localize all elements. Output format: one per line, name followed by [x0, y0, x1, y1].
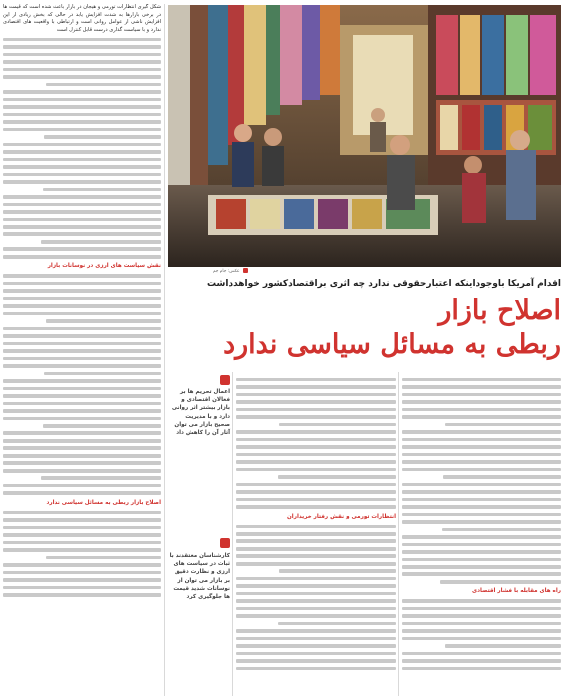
- text-line: [236, 393, 396, 397]
- right-text-block-2: [402, 599, 561, 670]
- text-line: [402, 483, 561, 487]
- pull-quote-upper: اعمال تحریم ها بر فعالان اقتصادی و بازار بیشتر اثر روانی دارد و با مدیریت صحیح بازار می توان آثار آن را کاهش داد: [171, 389, 230, 437]
- article-headline: [168, 294, 561, 362]
- photo-credit: عکس: جام جم: [212, 269, 240, 274]
- text-line: [402, 637, 561, 641]
- text-line: [236, 532, 396, 536]
- text-line: [236, 483, 396, 487]
- text-line: [402, 659, 561, 663]
- text-line: [236, 490, 396, 494]
- text-line: [44, 372, 161, 376]
- text-line: [402, 607, 561, 611]
- text-line: [3, 120, 161, 124]
- text-line: [3, 342, 161, 346]
- text-line: [3, 312, 161, 316]
- text-line: [236, 629, 396, 633]
- text-line: [3, 113, 161, 117]
- text-line: [3, 274, 161, 278]
- text-line: [43, 424, 162, 428]
- text-line: [3, 571, 161, 575]
- text-line: [236, 554, 396, 558]
- text-line: [236, 592, 396, 596]
- text-line: [236, 430, 396, 434]
- text-line: [3, 387, 161, 391]
- text-line: [402, 468, 561, 472]
- text-line: [3, 586, 161, 590]
- text-line: [3, 158, 161, 162]
- text-line: [3, 165, 161, 169]
- text-line: [3, 195, 161, 199]
- text-line: [3, 469, 161, 473]
- text-line: [46, 319, 161, 323]
- text-line: [3, 68, 161, 72]
- text-line: [3, 304, 161, 308]
- text-line: [3, 282, 161, 286]
- text-line: [3, 225, 161, 229]
- text-line: [236, 438, 396, 442]
- left-intro-paragraph: شکل گیری انتظارات تورمی و هیجان در بازار باعث شده است که قیمت ها در برخی بازارها به شدت افزایش یابد در حالی که بخش زیادی از این افزایش ناشی از عوامل روانی است و ارتباطی با واقعیت های اقتصادی ندارد و با سیاست گذاری درست قابل کنترل است: [3, 4, 161, 33]
- text-line: [279, 569, 396, 573]
- text-line: [3, 563, 161, 567]
- text-line: [402, 505, 561, 509]
- text-line: [236, 637, 396, 641]
- text-line: [3, 203, 161, 207]
- pull-quote-icon-upper: [220, 375, 230, 385]
- text-line: [236, 468, 396, 472]
- text-line: [402, 667, 561, 671]
- left-subhead-1: نقش سیاست های ارزی در نوسانات بازار: [47, 263, 161, 270]
- text-line: [402, 652, 561, 656]
- text-line: [3, 511, 161, 515]
- text-line: [236, 607, 396, 611]
- text-line: [236, 562, 396, 566]
- text-line: [46, 556, 161, 560]
- text-line: [3, 98, 161, 102]
- text-line: [3, 409, 161, 413]
- text-line: [443, 475, 561, 479]
- text-line: [402, 543, 561, 547]
- text-line: [402, 498, 561, 502]
- text-line: [402, 408, 561, 412]
- text-line: [402, 430, 561, 434]
- column-divider-3: [232, 372, 233, 696]
- text-line: [3, 105, 161, 109]
- text-line: [236, 547, 396, 551]
- left-text-block-3: [3, 511, 161, 597]
- text-line: [442, 528, 561, 532]
- left-text-block-1: [3, 38, 161, 259]
- text-line: [43, 188, 162, 192]
- photo-caption: [168, 268, 248, 276]
- text-line: [236, 659, 396, 663]
- bazaar-scene-illustration: [168, 5, 561, 267]
- text-line: [3, 255, 161, 259]
- text-line: [236, 408, 396, 412]
- text-line: [3, 439, 161, 443]
- text-line: [236, 584, 396, 588]
- text-line: [236, 599, 396, 603]
- text-line: [3, 297, 161, 301]
- text-line: [3, 491, 161, 495]
- text-line: [402, 622, 561, 626]
- text-line: [3, 327, 161, 331]
- right-subhead: راه های مقابله با فشار اقتصادی: [472, 588, 561, 595]
- text-line: [236, 644, 396, 648]
- text-line: [402, 550, 561, 554]
- text-line: [402, 535, 561, 539]
- column-divider-4: [398, 372, 399, 696]
- text-line: [445, 644, 561, 648]
- text-line: [236, 614, 396, 618]
- text-line: [3, 247, 161, 251]
- text-line: [440, 580, 561, 584]
- text-line: [3, 349, 161, 353]
- pull-quote-lower: کارشناسان معتقدند با ثبات در سیاست های ارزی و نظارت دقیق بر بازار می توان از نوسانات شدید قیمت ها جلوگیری کرد: [169, 553, 230, 601]
- headline-line-2: ربطی به مسائل سیاسی ندارد: [223, 329, 561, 360]
- text-line: [402, 445, 561, 449]
- text-line: [44, 135, 161, 139]
- text-line: [3, 289, 161, 293]
- text-line: [3, 454, 161, 458]
- text-line: [3, 379, 161, 383]
- text-line: [3, 484, 161, 488]
- text-line: [3, 364, 161, 368]
- text-line: [402, 520, 561, 524]
- text-line: [402, 565, 561, 569]
- column-divider-left: [164, 4, 165, 696]
- text-line: [3, 53, 161, 57]
- text-line: [3, 180, 161, 184]
- text-line: [402, 378, 561, 382]
- text-line: [236, 577, 396, 581]
- text-line: [3, 334, 161, 338]
- text-line: [402, 572, 561, 576]
- text-line: [3, 394, 161, 398]
- text-line: [3, 210, 161, 214]
- left-subhead-2: اصلاح بازار ربطی به مسائل سیاسی ندارد: [46, 499, 161, 506]
- text-line: [3, 45, 161, 49]
- text-line: [402, 490, 561, 494]
- text-line: [3, 518, 161, 522]
- text-line: [3, 431, 161, 435]
- text-line: [402, 513, 561, 517]
- text-line: [3, 578, 161, 582]
- text-line: [41, 240, 161, 244]
- middle-column: [236, 374, 396, 696]
- text-line: [402, 400, 561, 404]
- text-line: [402, 415, 561, 419]
- text-line: [3, 461, 161, 465]
- camera-icon: [243, 268, 248, 273]
- text-line: [3, 541, 161, 545]
- right-text-block-1: [402, 378, 561, 584]
- text-line: [402, 385, 561, 389]
- article-kicker: اقدام آمریکا باوجوداینکه اعتبارحقوقی ندارد چه اثری براقتصادکشور خواهدداشت: [206, 279, 561, 289]
- text-line: [236, 667, 396, 671]
- text-line: [236, 378, 396, 382]
- text-line: [236, 539, 396, 543]
- text-line: [402, 558, 561, 562]
- text-line: [236, 415, 396, 419]
- text-line: [46, 83, 161, 87]
- middle-subhead: انتظارات تورمی و نقش رفتار خریداران: [287, 513, 396, 520]
- text-line: [236, 453, 396, 457]
- text-line: [236, 525, 396, 529]
- text-line: [3, 143, 161, 147]
- text-line: [3, 446, 161, 450]
- text-line: [3, 526, 161, 530]
- bazaar-photo: [168, 5, 561, 267]
- text-line: [278, 622, 396, 626]
- text-line: [402, 453, 561, 457]
- text-line: [3, 417, 161, 421]
- pull-quote-icon-lower: [220, 538, 230, 548]
- text-line: [236, 400, 396, 404]
- text-line: [3, 218, 161, 222]
- text-line: [3, 60, 161, 64]
- text-line: [236, 652, 396, 656]
- text-line: [402, 460, 561, 464]
- text-line: [236, 505, 396, 509]
- left-column: [3, 4, 161, 698]
- text-line: [3, 533, 161, 537]
- text-line: [278, 475, 396, 479]
- middle-text-block-2: [236, 525, 396, 671]
- text-line: [3, 548, 161, 552]
- text-line: [236, 445, 396, 449]
- text-line: [402, 629, 561, 633]
- text-line: [3, 128, 161, 132]
- text-line: [402, 599, 561, 603]
- middle-text-block-1: [236, 378, 396, 509]
- text-line: [402, 614, 561, 618]
- text-line: [3, 593, 161, 597]
- text-line: [3, 402, 161, 406]
- headline-line-1: اصلاح بازار: [438, 295, 561, 326]
- left-text-block-2: [3, 274, 161, 495]
- text-line: [445, 423, 561, 427]
- text-line: [3, 357, 161, 361]
- text-line: [279, 423, 396, 427]
- text-line: [236, 498, 396, 502]
- text-line: [236, 460, 396, 464]
- text-line: [402, 438, 561, 442]
- text-line: [41, 476, 161, 480]
- text-line: [3, 90, 161, 94]
- text-line: [236, 385, 396, 389]
- text-line: [402, 393, 561, 397]
- text-line: [3, 38, 161, 42]
- text-line: [3, 75, 161, 79]
- text-line: [3, 173, 161, 177]
- text-line: [3, 232, 161, 236]
- right-column: [402, 374, 561, 696]
- text-line: [3, 150, 161, 154]
